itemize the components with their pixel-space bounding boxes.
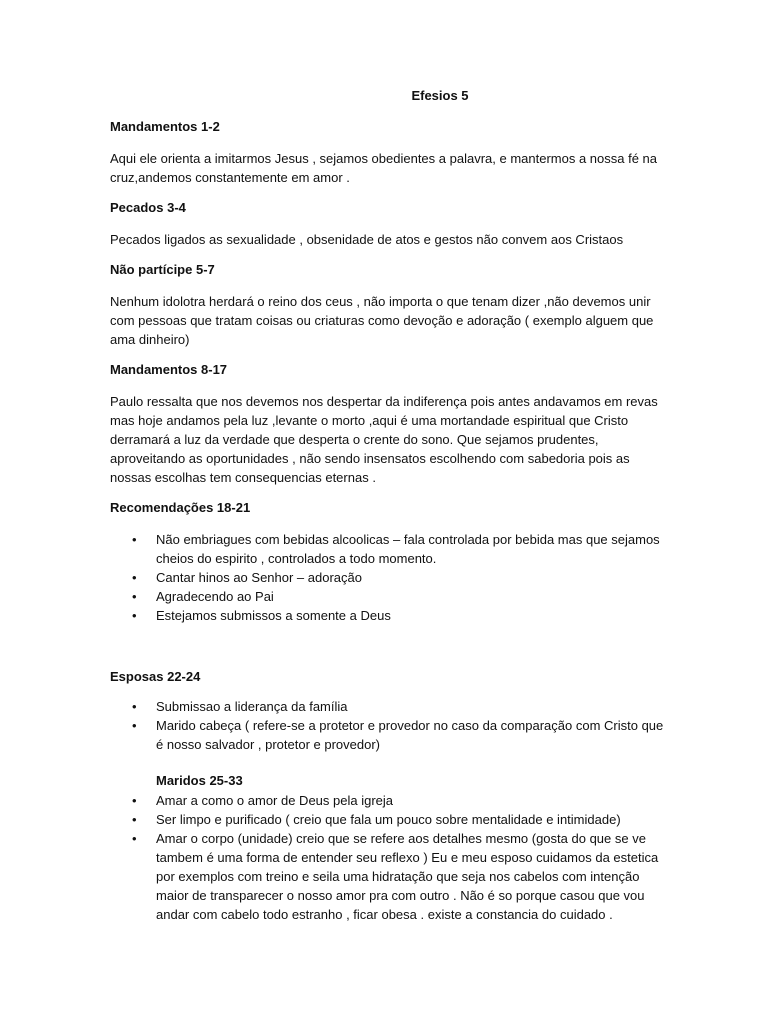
list-item <box>110 716 670 754</box>
bullet-icon: • <box>132 699 137 714</box>
section-text: Paulo ressalta que nos devemos nos despertar da indiferença pois antes andavamos em revas mas hoje andamos pela luz ,levante o morto ,aqui é uma mortandade espiritual que Cristo derramará a luz da verdade que desperta o crente do sono. Que sejamos prudentes, aproveitando as oportunidades , não sendo insensatos escolhendo com sabedoria pois as nossas escolhas tem consequencias eternas . <box>110 394 658 485</box>
section-text: Pecados ligados as sexualidade , obsenidade de atos e gestos não convem aos Cristaos <box>110 232 624 247</box>
list-item-text: Agradecendo ao Pai <box>156 589 274 604</box>
list-item <box>110 587 670 606</box>
maridos-list <box>110 791 670 924</box>
bullet-icon: • <box>132 718 137 733</box>
section-heading: Esposas 22-24 <box>110 669 201 684</box>
document-body <box>110 86 670 924</box>
list-item <box>110 697 670 716</box>
section-text: Aqui ele orienta a imitarmos Jesus , sejamos obedientes a palavra, e mantermos a nossa fé na cruz,andemos constantemente em amor . <box>110 151 658 185</box>
list-item <box>110 829 670 924</box>
document-title: Efesios 5 <box>411 88 469 103</box>
bullet-icon: • <box>132 812 137 827</box>
bullet-icon: • <box>132 589 137 604</box>
section-recomendacoes <box>110 498 670 625</box>
list-item-text: Não embriagues com bebidas alcoolicas – fala controlada por bebida mas que sejamos cheios do espirito , controlados a todo momento. <box>156 532 660 566</box>
section-maridos <box>110 771 670 924</box>
list-item-text: Cantar hinos ao Senhor – adoração <box>156 570 362 585</box>
section-heading: Recomendações 18-21 <box>110 500 251 515</box>
esposas-list <box>110 697 670 754</box>
bullet-icon: • <box>132 831 137 846</box>
list-item <box>110 791 670 810</box>
section-heading: Maridos 25-33 <box>156 773 243 788</box>
recomendacoes-list <box>110 530 670 625</box>
list-item <box>110 810 670 829</box>
bullet-icon: • <box>132 608 137 623</box>
list-item-text: Estejamos submissos a somente a Deus <box>156 608 391 623</box>
list-item <box>110 530 670 568</box>
section-mandamentos-8-17 <box>110 360 670 487</box>
bullet-icon: • <box>132 793 137 808</box>
section-nao-participe-5-7 <box>110 260 670 349</box>
list-item <box>110 606 670 625</box>
section-heading: Não partícipe 5-7 <box>110 262 215 277</box>
list-item-text: Amar a como o amor de Deus pela igreja <box>156 793 394 808</box>
list-item-text: Marido cabeça ( refere-se a protetor e provedor no caso da comparação com Cristo que é nosso salvador , protetor e provedor) <box>156 718 664 752</box>
section-esposas <box>110 667 670 754</box>
list-item-text: Ser limpo e purificado ( creio que fala um pouco sobre mentalidade e intimidade) <box>156 812 621 827</box>
section-heading: Mandamentos 8-17 <box>110 362 228 377</box>
section-mandamentos-1-2 <box>110 117 670 187</box>
list-item-text: Amar o corpo (unidade) creio que se refere aos detalhes mesmo (gosta do que se ve tambem é uma forma de entender seu reflexo ) Eu e meu esposo cuidamos da estetica por exemplos com treino e seila uma hidratação que seja nos cabelos com intenção maior de transparecer o nosso amor pra com outro . Não é so porque casou que vou andar com cabelo todo estranho , ficar obesa . existe a constancia do cuidado . <box>156 831 659 922</box>
section-pecados-3-4 <box>110 198 670 249</box>
section-heading: Mandamentos 1-2 <box>110 119 220 134</box>
bullet-icon: • <box>132 532 137 547</box>
list-item <box>110 568 670 587</box>
section-text: Nenhum idolotra herdará o reino dos ceus , não importa o que tenam dizer ,não devemos unir com pessoas que tratam coisas ou criaturas como devoção e adoração ( exemplo alguem que ama dinheiro) <box>110 294 654 347</box>
bullet-icon: • <box>132 570 137 585</box>
list-item-text: Submissao a liderança da família <box>156 699 348 714</box>
section-heading: Pecados 3-4 <box>110 200 186 215</box>
